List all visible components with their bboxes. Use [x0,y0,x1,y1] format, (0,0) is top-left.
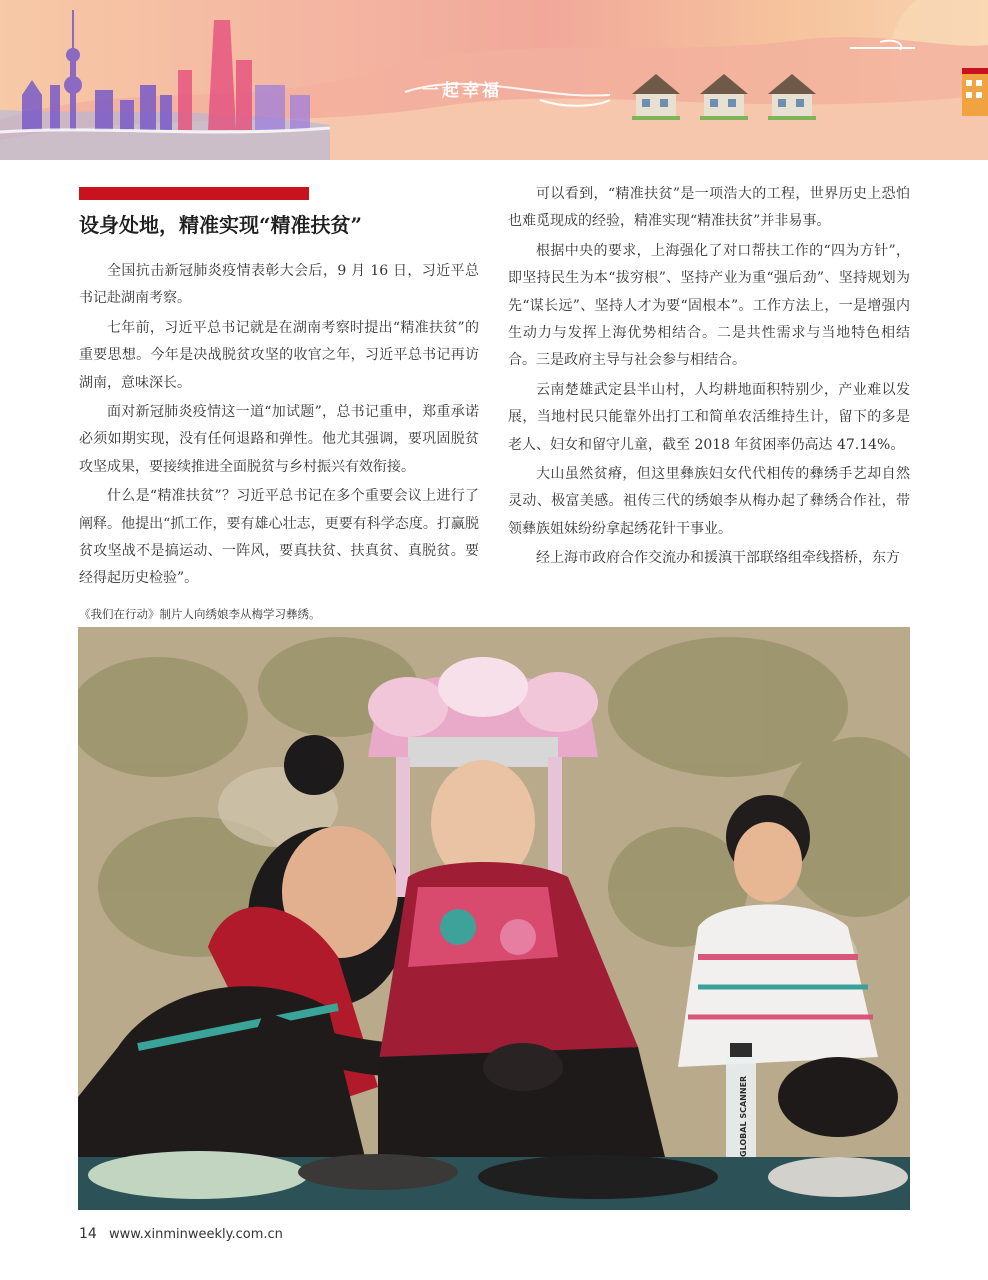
embroidery-photo [78,627,910,1210]
paragraph: 七年前，习近平总书记就是在湖南考察时提出“精准扶贫”的重要思想。今年是决战脱贫攻坚的收官之年，习近平总书记再访湖南，意味深长。 [79,319,479,391]
paragraph: 根据中央的要求，上海强化了对口帮扶工作的“四为方针”，即坚持民生为本“拔穷根”、坚持产业为重“强后劲”、坚持规划为先“谋长远”、坚持人才为要“固根本”。工作方法上，一是增强内生动力与发挥上海优势相结合。二是共性需求与当地特色相结合。三是政府主导与社会参与相结合。 [508,242,910,369]
article-column-left [79,258,479,593]
bottle-label: GLOBAL SCANNER [739,1075,748,1157]
paragraph: 面对新冠肺炎疫情这一道“加试题”，总书记重申，郑重承诺必须如期实现，没有任何退路和弹性。他尤其强调，要巩固脱贫攻坚成果，要接续推进全面脱贫与乡村振兴有效衔接。 [79,404,479,475]
page-number: 14 [79,1226,97,1242]
page-footer [79,1226,283,1242]
footer-url[interactable]: www.xinminweekly.com.cn [108,1227,283,1242]
paragraph: 什么是“精准扶贫”？习近平总书记在多个重要会议上进行了阐释。他提出“抓工作，要有雄心壮志，更要有科学态度。打赢脱贫攻坚战不是搞运动、一阵风，要真扶贫、扶真贫、真脱贫。要经得起历史检验”。 [79,488,479,587]
paragraph: 全国抗击新冠肺炎疫情表彰大会后，9 月 16 日，习近平总书记赴湖南考察。 [79,263,479,307]
headline-accent-bar [79,187,309,200]
paragraph: 经上海市政府合作交流办和援滇干部联络组牵线搭桥，东方 [536,550,900,567]
article-column-right [508,181,910,573]
paragraph: 可以看到，“精准扶贫”是一项浩大的工程，世界历史上恐怕也难觅现成的经验，精准实现“精准扶贫”并非易事。 [508,186,910,230]
photo-caption: 《我们在行动》制片人向绣娘李从梅学习彝绣。 [79,607,321,621]
header-banner [0,0,988,160]
section-label: 一起幸福 [422,81,502,101]
paragraph: 云南楚雄武定县半山村，人均耕地面积特别少，产业难以发展，当地村民只能靠外出打工和简单农活维持生计，留下的多是老人、妇女和留守儿童，截至 2018 年贫困率仍高达 47.14%。 [508,381,910,453]
article-headline: 设身处地，精准实现“精准扶贫” [79,213,363,237]
paragraph: 大山虽然贫瘠，但这里彝族妇女代代相传的彝绣手艺却自然灵动、极富美感。祖传三代的绣娘李从梅办起了彝绣合作社，带领彝族姐妹纷纷拿起绣花针干事业。 [508,466,910,537]
